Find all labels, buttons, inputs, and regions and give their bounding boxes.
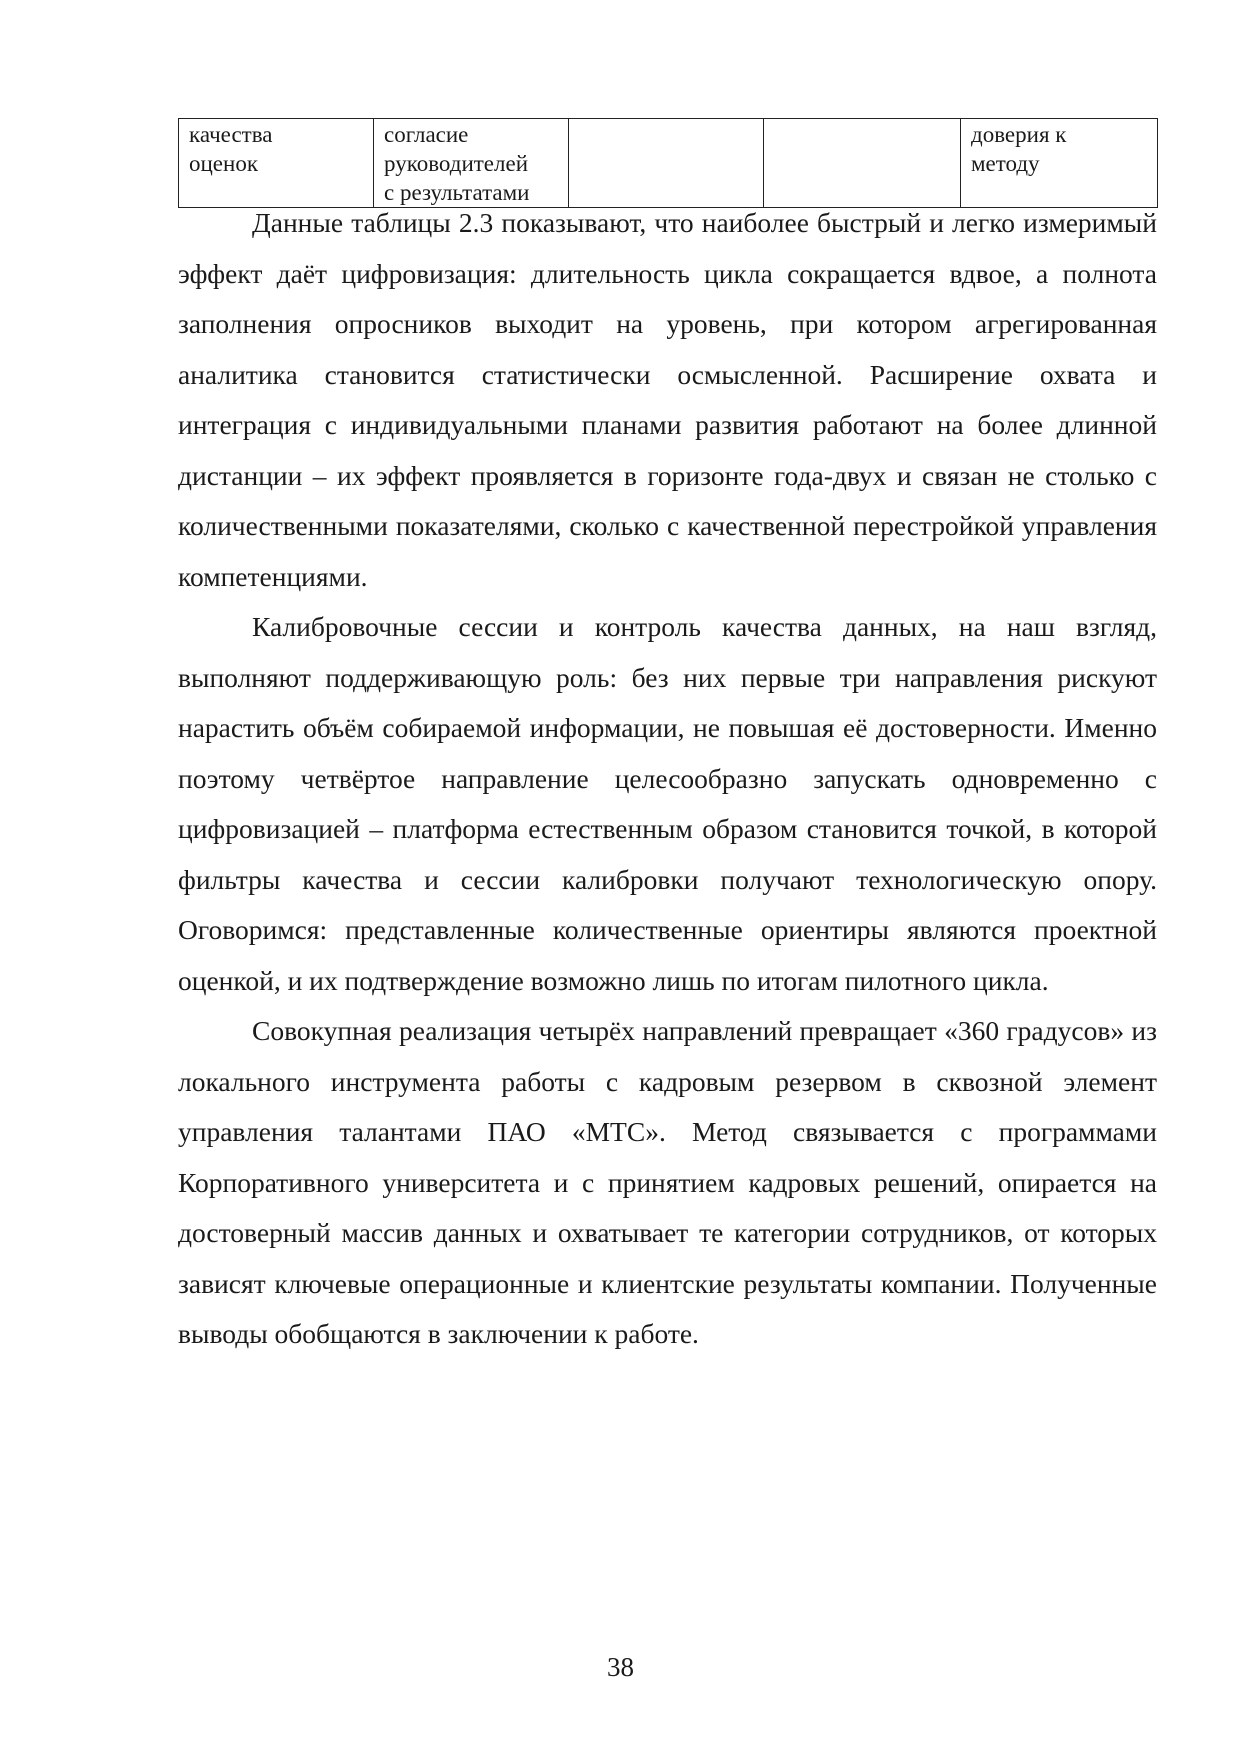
table-cell: согласие руководителей с результатами [374, 119, 569, 208]
paragraph-calibration: Калибровочные сессии и контроль качества данных, на наш взгляд, выполняют поддерживающую роль: без них первые три направления рискуют нарастить объём собираемой информации, не повышая её достоверности. Именно поэтому четвёртое направление целесообразно запускать одновременно с цифровизацией – платформа естественным образом становится точкой, в которой фильтры качества и сессии калибровки получают технологическую опору. Оговоримся: представленные количественные ориентиры являются проектной оценкой, и их подтверждение возможно лишь по итогам пилотного цикла. [178, 611, 1157, 996]
table-row [179, 119, 1158, 208]
table-continuation [178, 118, 1158, 208]
paragraph-summary: Совокупная реализация четырёх направлений превращает «360 градусов» из локального инструмента работы с кадровым резервом в сквозной элемент управления талантами ПАО «МТС». Метод связывается с программами Корпоративного университета и с принятием кадровых решений, опирается на достоверный массив данных и охватывает те категории сотрудников, от которых зависят ключевые операционные и клиентские результаты компании. Полученные выводы обобщаются в заключении к работе. [178, 1015, 1157, 1349]
table-cell: качества оценок [179, 119, 374, 208]
paragraph-table-analysis: Данные таблицы 2.3 показывают, что наиболее быстрый и легко измеримый эффект даёт цифровизация: длительность цикла сокращается вдвое, а полнота заполнения опросников выходит на уровень, при котором агрегированная аналитика становится статистически осмысленной. Расширение охвата и интеграция с индивидуальными планами развития работают на более длинной дистанции – их эффект проявляется в горизонте года-двух и связан не столько с количественными показателями, сколько с качественной перестройкой управления компетенциями. [178, 207, 1157, 592]
table-cell [764, 119, 961, 208]
table-cell: доверия к методу [961, 119, 1158, 208]
page-number: 38 [607, 1652, 634, 1682]
table-cell [569, 119, 764, 208]
body-text [178, 198, 1157, 1360]
